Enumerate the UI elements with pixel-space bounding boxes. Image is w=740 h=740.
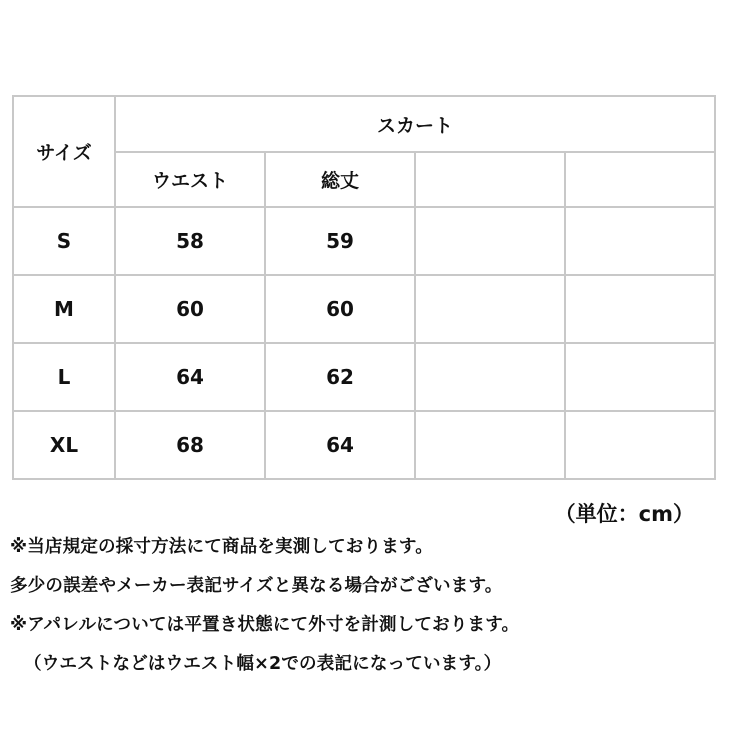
empty-cell [415,275,565,343]
note-line: ※当店規定の採寸方法にて商品を実測しております。 [10,537,433,557]
empty-cell [565,343,715,411]
size-chart-table [12,95,716,480]
unit-note: （単位：cm） [554,502,694,526]
waist-value: 64 [115,343,265,411]
skirt-group-header: スカート [115,96,715,152]
length-value: 60 [265,275,415,343]
table-row [13,343,715,411]
table-row [13,207,715,275]
empty-column-header [415,152,565,207]
empty-cell [415,411,565,479]
length-value: 59 [265,207,415,275]
waist-value: 58 [115,207,265,275]
note-line: （ウエストなどはウエスト幅×2での表記になっています。） [24,654,502,674]
empty-cell [565,275,715,343]
empty-cell [415,207,565,275]
empty-cell [565,207,715,275]
size-label: XL [13,411,115,479]
size-column-header: サイズ [13,96,115,207]
table-row [13,275,715,343]
empty-cell [415,343,565,411]
measurement-notes [10,538,730,694]
note-line: 多少の誤差やメーカー表記サイズと異なる場合がございます。 [10,576,503,596]
table-subheader-row [13,152,715,207]
waist-column-header: ウエスト [115,152,265,207]
size-label: L [13,343,115,411]
size-label: M [13,275,115,343]
table-header-row [13,96,715,152]
waist-value: 60 [115,275,265,343]
waist-value: 68 [115,411,265,479]
empty-column-header [565,152,715,207]
size-label: S [13,207,115,275]
empty-cell [565,411,715,479]
length-value: 64 [265,411,415,479]
length-value: 62 [265,343,415,411]
note-line: ※アパレルについては平置き状態にて外寸を計測しております。 [10,615,520,635]
length-column-header: 総丈 [265,152,415,207]
table-row [13,411,715,479]
